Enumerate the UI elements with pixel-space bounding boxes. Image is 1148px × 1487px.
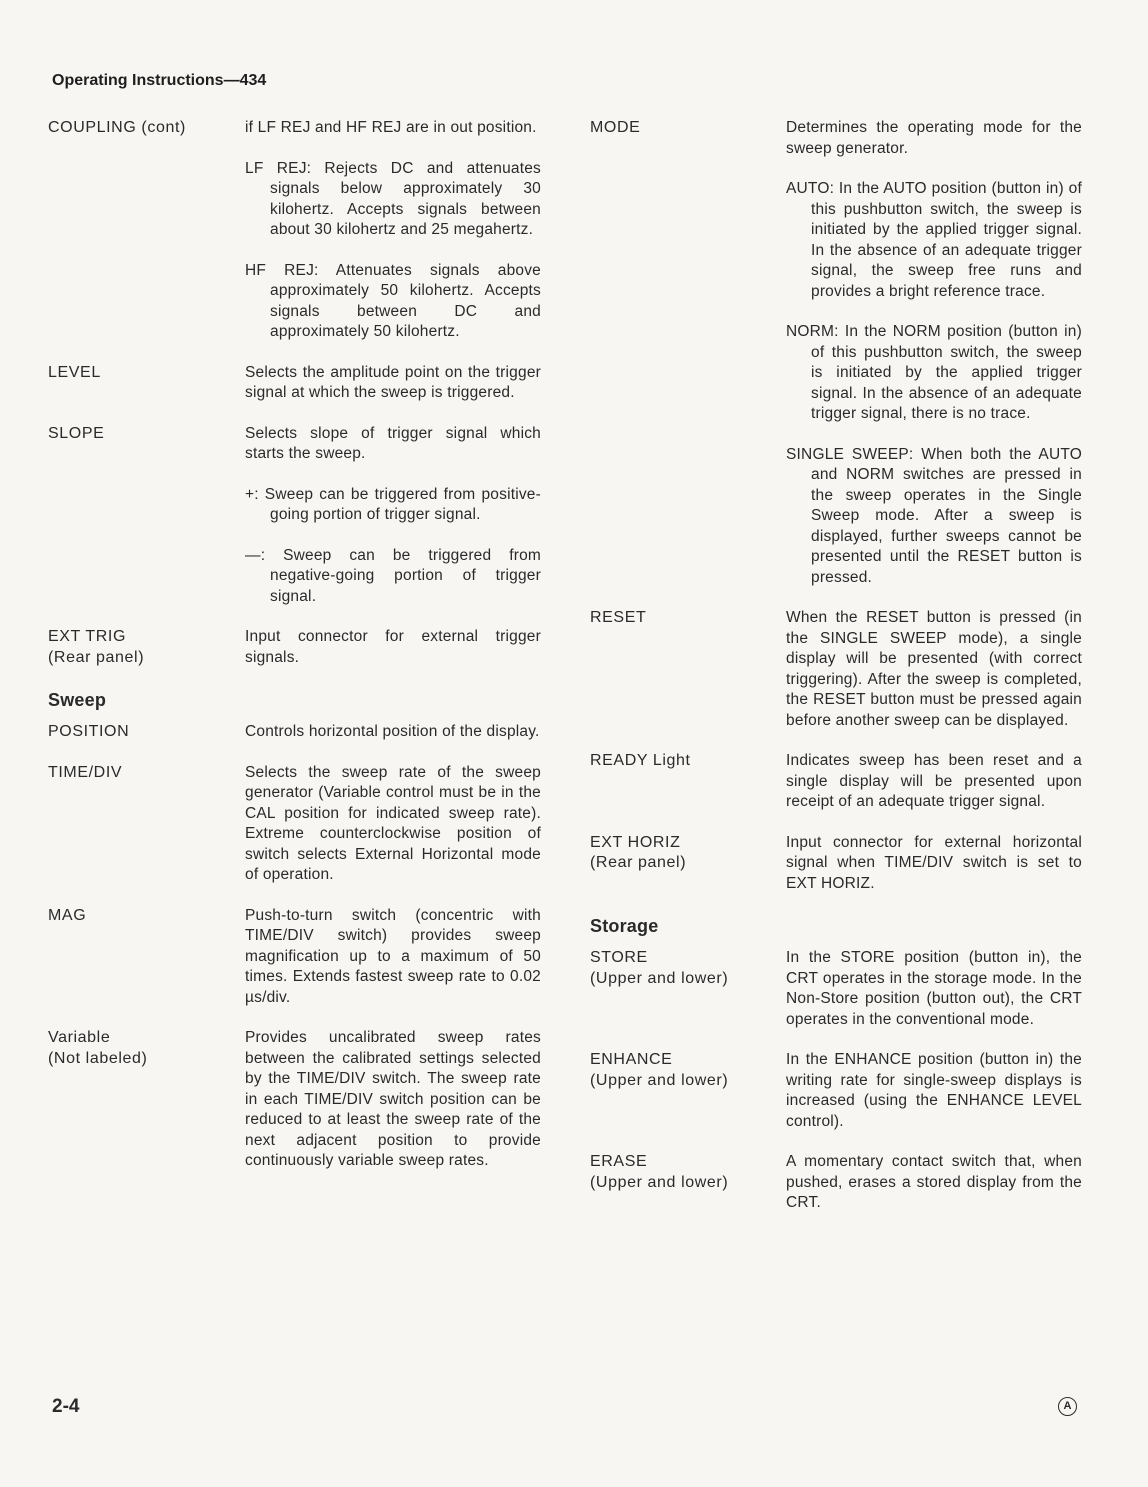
entry-term: RESET [590,609,647,626]
entry-description [245,763,541,886]
entry-coupling-cont [48,118,548,343]
entry-term: ENHANCE (Upper and lower) [590,1051,729,1089]
entry-level [48,363,548,404]
description-paragraph: HF REJ: Attenuates signals above approximately 50 kilohertz. Accepts signals between DC and approximately 50 kilohertz. [245,261,541,340]
entry-position [48,722,548,743]
entry-description [245,1028,541,1172]
description-paragraph: When the RESET button is pressed (in the SINGLE SWEEP mode), a single display will be presented (with correct triggering). After the sweep is completed, the RESET button must be pressed again before another sweep can be displayed. [786,609,1082,729]
description-paragraph: if LF REJ and HF REJ are in out position. [245,119,537,136]
entry-erase [590,1152,1090,1214]
entry-description [786,948,1082,1030]
entry-description [245,118,541,343]
entry-description [245,363,541,404]
description-paragraph: NORM: In the NORM position (button in) of this pushbutton switch, the sweep is initiated by the applied trigger signal. In the absence of an adequate trigger signal, there is no trace. [786,323,1082,422]
entry-mag [48,906,548,1009]
description-paragraph: SINGLE SWEEP: When both the AUTO and NORM switches are pressed in the sweep operates in the Single Sweep mode. After a sweep is displayed, further sweeps cannot be presented until the RESET button is pressed. [786,445,1082,586]
entry-term: MAG [48,906,87,924]
description-paragraph: +: Sweep can be triggered from positive-going portion of trigger signal. [245,485,541,523]
entry-ext-trig [48,627,548,668]
entry-term: Variable (Not labeled) [48,1029,148,1067]
entry-reset [590,608,1090,731]
description-paragraph: A momentary contact switch that, when pushed, erases a stored display from the CRT. [786,1153,1082,1211]
entry-enhance [590,1050,1090,1132]
description-paragraph: Selects the sweep rate of the sweep generator (Variable control must be in the CAL position for indicated sweep rate). Extreme counterclockwise position of switch selects External Horizontal mode of operation. [245,763,541,883]
entry-description [245,906,541,1009]
description-paragraph: —: Sweep can be triggered from negative-going portion of trigger signal. [245,546,541,605]
description-paragraph: In the ENHANCE position (button in) the writing rate for single-sweep displays is increased (using the ENHANCE LEVEL control). [786,1051,1082,1130]
entry-term: STORE (Upper and lower) [590,949,729,987]
description-paragraph: Controls horizontal position of the display. [245,723,540,740]
entry-description [786,118,1082,588]
entry-term: LEVEL [48,363,101,381]
page-header: Operating Instructions—434 [52,72,267,89]
entry-variable [48,1028,548,1172]
description-paragraph: Provides uncalibrated sweep rates between the calibrated settings selected by the TIME/DIV switch. The sweep rate in each TIME/DIV switch position can be reduced to at least the sweep rate of the next adjacent position to provide continuously variable sweep rates. [245,1029,541,1169]
description-paragraph: In the STORE position (button in), the CRT operates in the storage mode. In the Non-Store position (button out), the CRT operates in the conventional mode. [786,949,1082,1028]
description-paragraph: Input connector for external trigger signals. [245,628,541,666]
right-column [590,118,1090,1234]
entry-mode [590,118,1090,588]
entry-term: TIME/DIV [48,763,123,781]
section-heading-storage: Storage [590,916,659,936]
description-paragraph: Push-to-turn switch (concentric with TIME/DIV switch) provides sweep magnification up to a maximum of 50 times. Extends fastest sweep rate to 0.02 µs/div. [245,906,541,1006]
entry-store [590,948,1090,1030]
description-paragraph: Input connector for external horizontal signal when TIME/DIV switch is set to EXT HORIZ. [786,833,1082,892]
entry-description [786,1152,1082,1214]
left-column [48,118,548,1192]
entry-description [786,751,1082,813]
entry-term: COUPLING (cont) [48,119,186,136]
description-paragraph: Determines the operating mode for the sweep generator. [786,119,1082,157]
page-number: 2-4 [52,1396,80,1417]
entry-term: SLOPE [48,424,105,442]
entry-description [245,722,541,743]
description-paragraph: Selects the amplitude point on the trigger signal at which the sweep is triggered. [245,363,541,401]
entry-term: EXT HORIZ (Rear panel) [590,833,687,871]
section-heading-sweep: Sweep [48,690,107,710]
entry-term: EXT TRIG (Rear panel) [48,628,145,666]
entry-ready-light [590,751,1090,813]
entry-ext-horiz [590,833,1090,895]
entry-description [786,1050,1082,1132]
entry-term: READY Light [590,752,691,769]
entry-description [786,608,1082,731]
entry-term: MODE [590,119,641,136]
entry-description [786,833,1082,895]
description-paragraph: LF REJ: Rejects DC and attenuates signals below approximately 30 kilohertz. Accepts signals between about 30 kilohertz and 25 megahertz. [245,159,541,238]
entry-term: POSITION [48,723,130,740]
entry-description [245,424,541,608]
description-paragraph: Indicates sweep has been reset and a single display will be presented upon receipt of an adequate trigger signal. [786,752,1082,810]
entry-term: ERASE (Upper and lower) [590,1153,729,1191]
description-paragraph: AUTO: In the AUTO position (button in) of this pushbutton switch, the sweep is initiated by the applied trigger signal. In the absence of an adequate trigger signal, the sweep free runs and provides a bright reference trace. [786,180,1082,300]
entry-time-div [48,763,548,886]
description-paragraph: Selects slope of trigger signal which starts the sweep. [245,424,541,462]
entry-slope [48,424,548,608]
revision-mark-icon: A [1058,1397,1077,1416]
entry-description [245,627,541,668]
